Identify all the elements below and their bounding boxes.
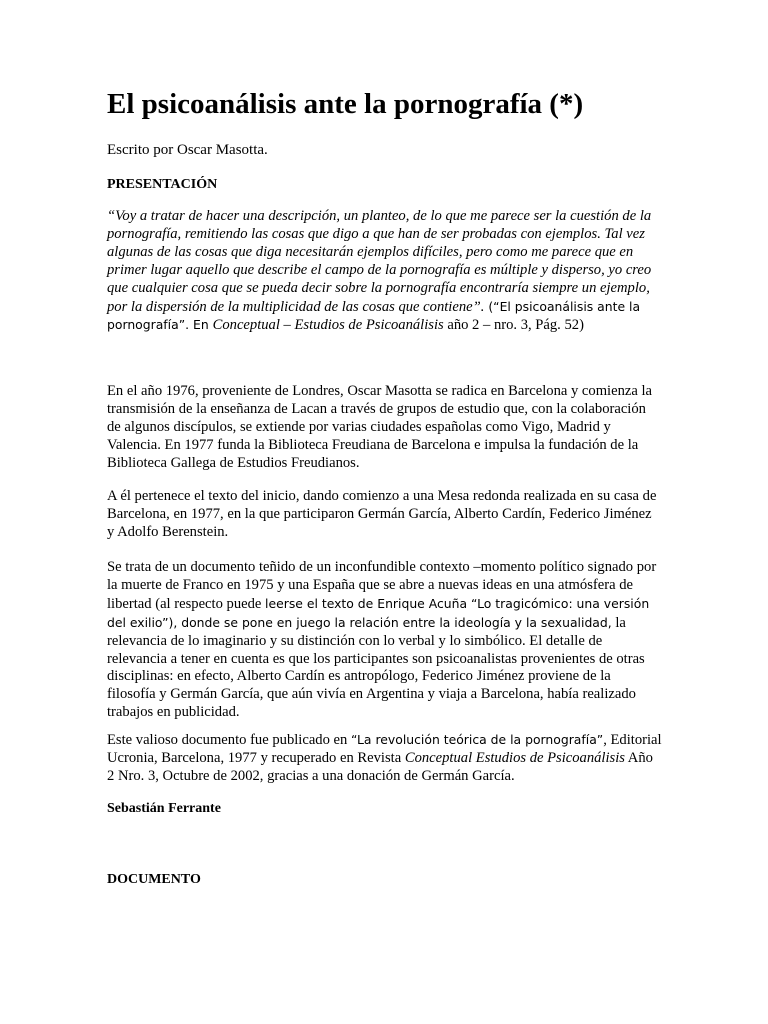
epigraph-quote: [107, 208, 662, 335]
body-paragraph-2: A él pertenece el texto del inicio, dando comienzo a una Mesa redonda realizada en su casa de Barcelona, en 1977, en la que participaron Germán García, Alberto Cardín, Federico Jiménez y Adolfo Berenstein.: [107, 488, 657, 540]
quote-reference-source: Conceptual – Estudios de Psicoanálisis: [212, 317, 444, 334]
paragraph-4-text-a: Este valioso documento fue publicado en: [107, 732, 351, 748]
quote-text: “Voy a tratar de hacer una descripción, un planteo, de lo que me parece ser la cuestión de la pornografía, remitiendo las cosas que digo a que han de ser probadas con ejemplos. Tal vez algunas de las cosas que diga necesitarán ejemplos difíciles, pero como me parece que en primer lugar aquello que describe el campo de la pornografía es múltiple y disperso, yo creo que cualquier cosa que se pueda decir sobre la pornografía encontraría siempre un ejemplo, por la dispersión de la multiplicidad de las cosas que contiene”.: [107, 208, 652, 315]
quote-reference-close: año 2 – nro. 3, Pág. 52): [443, 317, 584, 334]
paragraph-4-text-c: Año 2 Nro. 3, Octubre de 2002, gracias a una donación de Germán García.: [107, 749, 653, 784]
section-heading-documento: DOCUMENTO: [107, 872, 201, 887]
paragraph-4-text-b: , Editorial Ucronia, Barcelona, 1977 y recuperado en Revista: [107, 732, 662, 766]
paragraph-4-text-sans: “La revolución teórica de la pornografía”: [350, 732, 604, 747]
paragraph-4-text-italic: Conceptual Estudios de Psicoanálisis: [404, 749, 625, 766]
author-byline: Escrito por Oscar Masotta.: [107, 142, 268, 158]
section-heading-presentacion: PRESENTACIÓN: [107, 177, 218, 192]
body-paragraph-4: [107, 731, 662, 786]
body-paragraph-3: [107, 559, 662, 722]
body-paragraph-1: En el año 1976, proveniente de Londres, Oscar Masotta se radica en Barcelona y comienza la transmisión de la enseñanza de Lacan a través de grupos de estudio que, con la colaboración de algunos discípulos, se extiende por varias ciudades españolas como Vigo, Madrid y Valencia. En 1977 funda la Biblioteca Freudiana de Barcelona e impulsa la fundación de la Biblioteca Gallega de Estudios Freudianos.: [107, 383, 653, 471]
document-title: El psicoanálisis ante la pornografía (*): [107, 88, 584, 120]
paragraph-3-text-b: la relevancia de lo imaginario y su distinción con lo verbal y lo simbólico. El detalle de relevancia a tener en cuenta es que los participantes son psicoanalistas provenientes de otras disciplinas: en efecto, Alberto Cardín es antropólogo, Federico Jiménez proviene de la filosofía y Germán García, que aún vivía en Argentina y viaja a Barcelona, había realizado trabajos en publicidad.: [107, 614, 645, 721]
signature: Sebastián Ferrante: [107, 801, 221, 816]
paragraph-3-text-a: Se trata de un documento teñido de un inconfundible contexto –momento político signado por la muerte de Franco en 1975 y una España que se abre a nuevas ideas en una atmósfera de libertad (al respecto puede: [107, 559, 657, 612]
quote-reference-open: (“El psicoanálisis ante la pornografía”. En: [107, 298, 641, 333]
paragraph-3-text-sans: leerse el texto de Enrique Acuña “Lo tragicómico: una versión del exilio”), donde se pone en juego la relación entre la ideología y la sexualidad,: [107, 595, 650, 630]
